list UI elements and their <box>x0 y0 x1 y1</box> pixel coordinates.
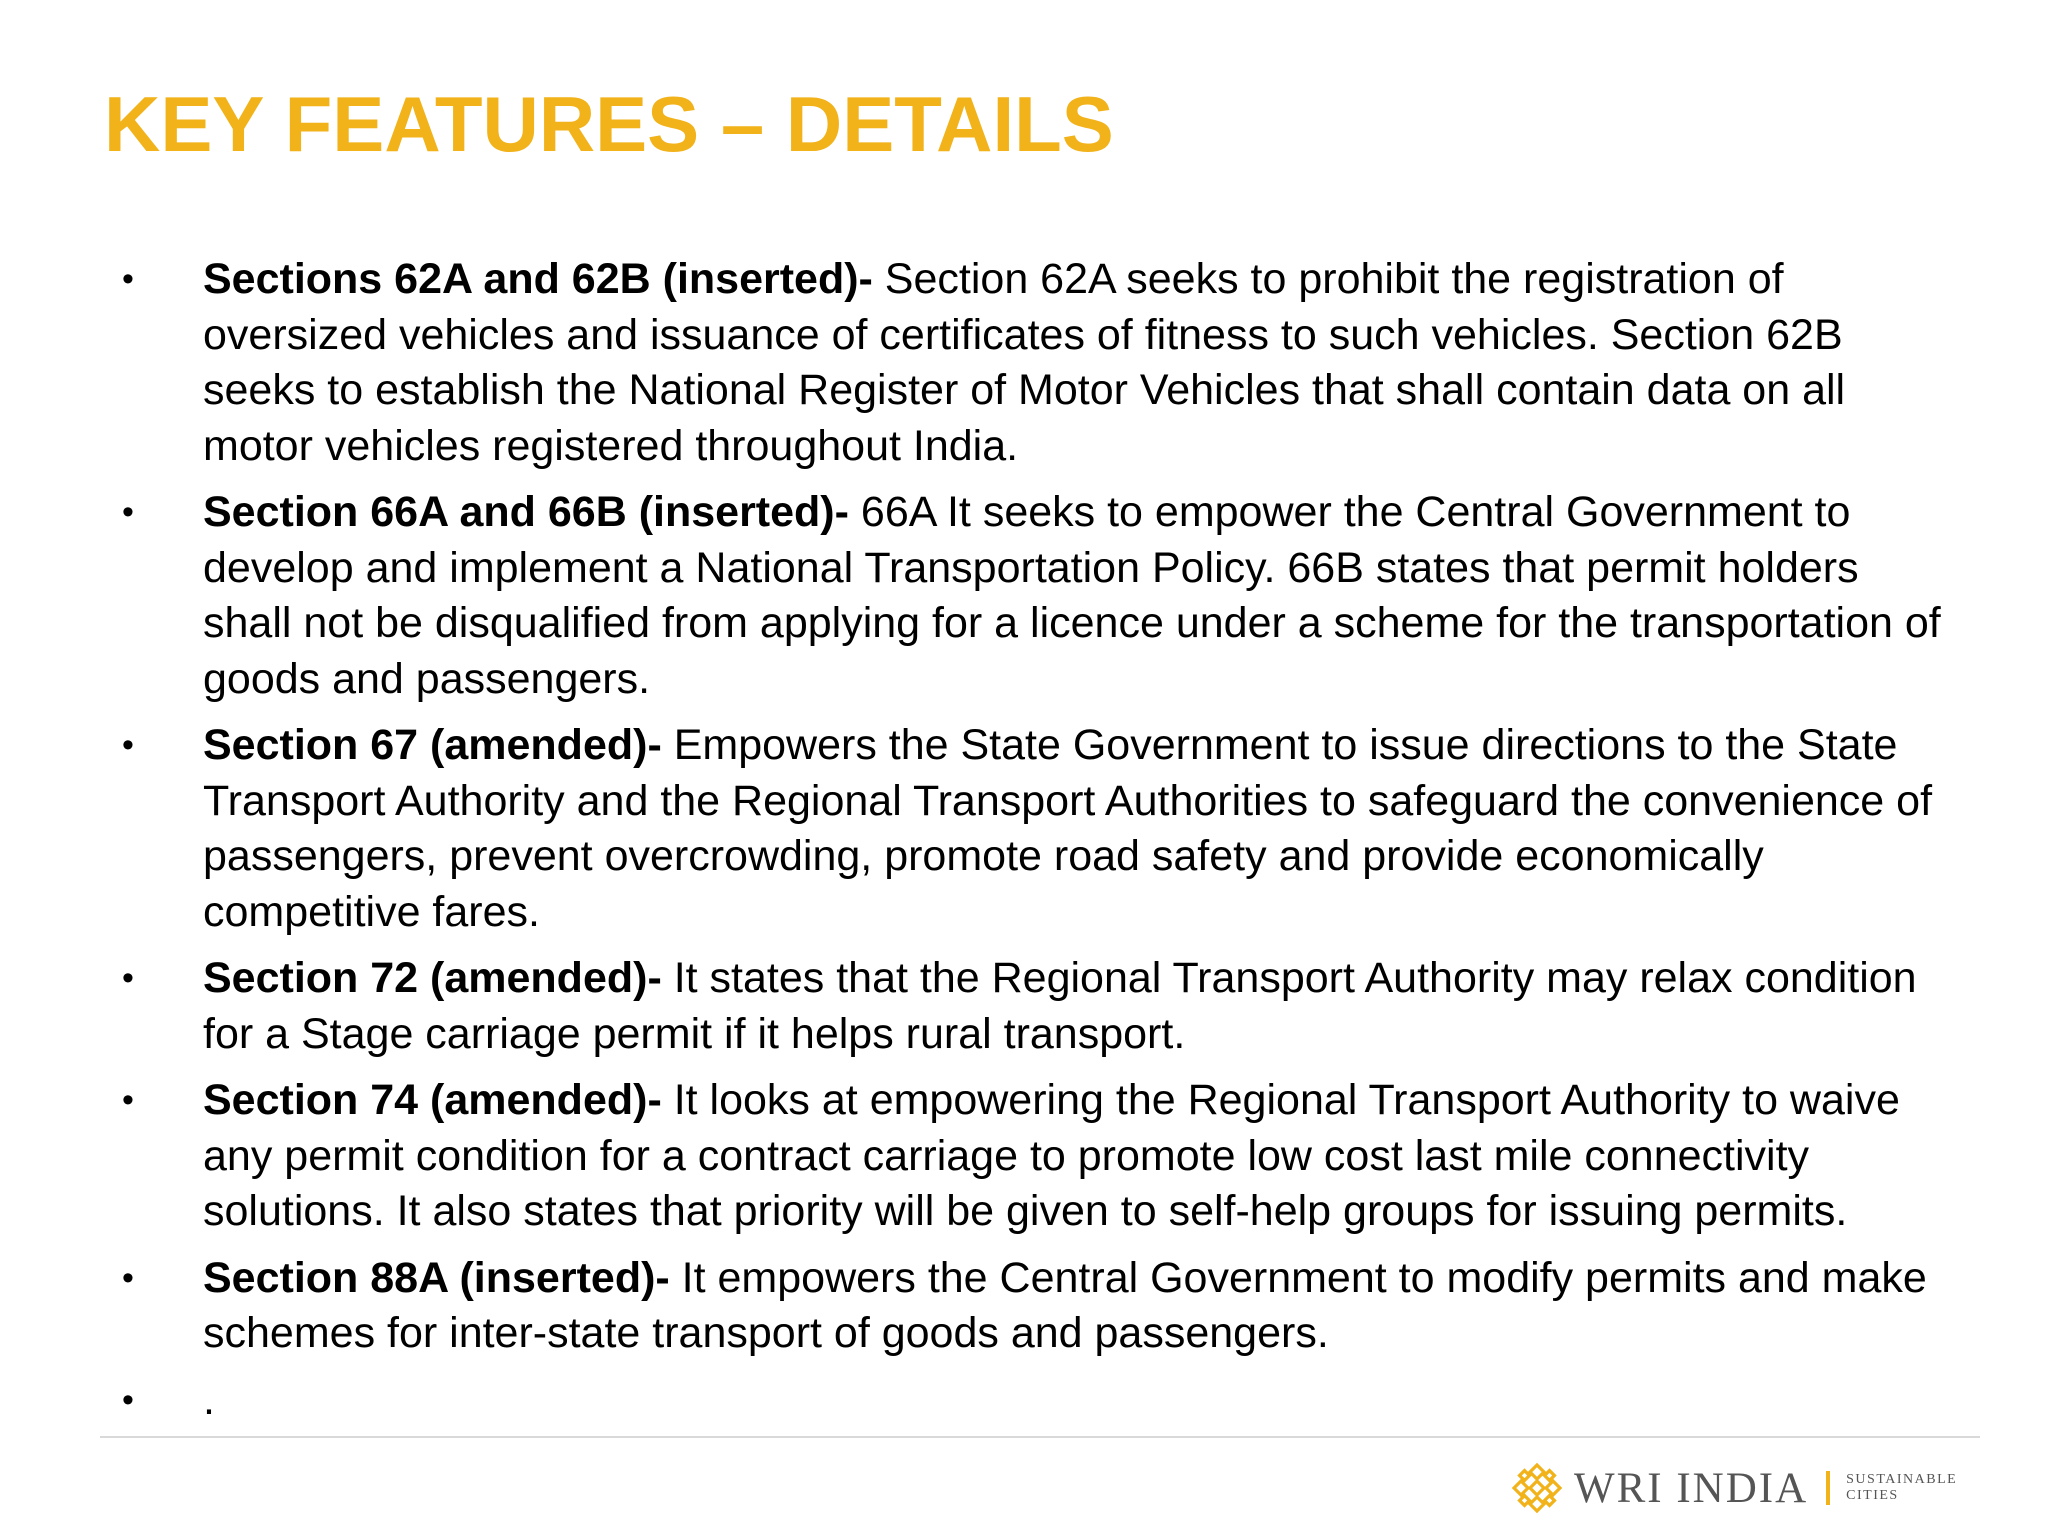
bullet-item <box>0 485 1941 707</box>
bullet-text: It empowers the Central Government to modify permits and make schemes for inter-state transport of goods and passengers. <box>203 1253 1927 1357</box>
bullet-heading: Section 88A (inserted)- <box>203 1253 670 1302</box>
bullet-text: . <box>203 1375 215 1424</box>
bullet-text: It looks at empowering the Regional Transport Authority to waive any permit condition for a contract carriage to promote low cost last mile connectivity solutions. It also states that priority will be given to self-help groups for issuing permits. <box>203 1076 1900 1235</box>
logo-tagline <box>1846 1472 1957 1504</box>
bullet-item <box>0 1251 1941 1362</box>
bullet-item <box>0 951 1941 1062</box>
wri-flower-icon <box>1510 1461 1564 1515</box>
wri-india-logo <box>1510 1458 1957 1518</box>
bullet-dot: • <box>122 1258 134 1297</box>
bullet-list <box>0 252 2048 1439</box>
bullet-item <box>0 718 1941 940</box>
bullet-item <box>0 252 1941 474</box>
bullet-item <box>0 1373 1941 1429</box>
bullet-item <box>0 1073 1941 1240</box>
logo-separator <box>1826 1471 1830 1505</box>
footer-divider <box>100 1436 1980 1438</box>
bullet-heading: Section 72 (amended)- <box>203 954 662 1002</box>
bullet-heading: Section 74 (amended)- <box>203 1076 662 1124</box>
bullet-text: Section 62A seeks to prohibit the registration of oversized vehicles and issuance of certificates of fitness to such vehicles. Section 62B seeks to establish the National Register of Motor Vehicles that shall contain data on all motor vehicles registered throughout India. <box>203 255 1846 470</box>
bullet-text: Empowers the State Government to issue directions to the State Transport Authority and the Regional Transport Authorities to safeguard the convenience of passengers, prevent overcrowding, promote road safety and provide economically competitive fares. <box>203 721 1933 936</box>
bullet-dot: • <box>122 260 134 298</box>
logo-tagline-line: CITIES <box>1846 1488 1899 1503</box>
bullet-dot: • <box>122 1081 134 1119</box>
bullet-text: It states that the Regional Transport Authority may relax condition for a Stage carriage permit if it helps rural transport. <box>203 954 1917 1058</box>
bullet-heading: Section 66A and 66B (inserted)- <box>203 488 849 536</box>
bullet-dot: • <box>122 959 134 997</box>
bullet-heading: Section 67 (amended)- <box>203 721 662 769</box>
logo-wordmark: WRI INDIA <box>1574 1464 1809 1512</box>
bullet-dot: • <box>122 493 134 531</box>
bullet-text: 66A It seeks to empower the Central Government to develop and implement a National Transportation Policy. 66B states that permit holders shall not be disqualified from applying for a licence under a scheme for the transportation of goods and passengers. <box>203 488 1941 703</box>
slide-title: KEY FEATURES – DETAILS <box>104 80 1114 168</box>
bullet-heading: Sections 62A and 62B (inserted)- <box>203 255 873 303</box>
logo-tagline-line: SUSTAINABLE <box>1846 1472 1958 1487</box>
bullet-dot: • <box>122 1380 134 1419</box>
bullet-dot: • <box>122 726 134 764</box>
